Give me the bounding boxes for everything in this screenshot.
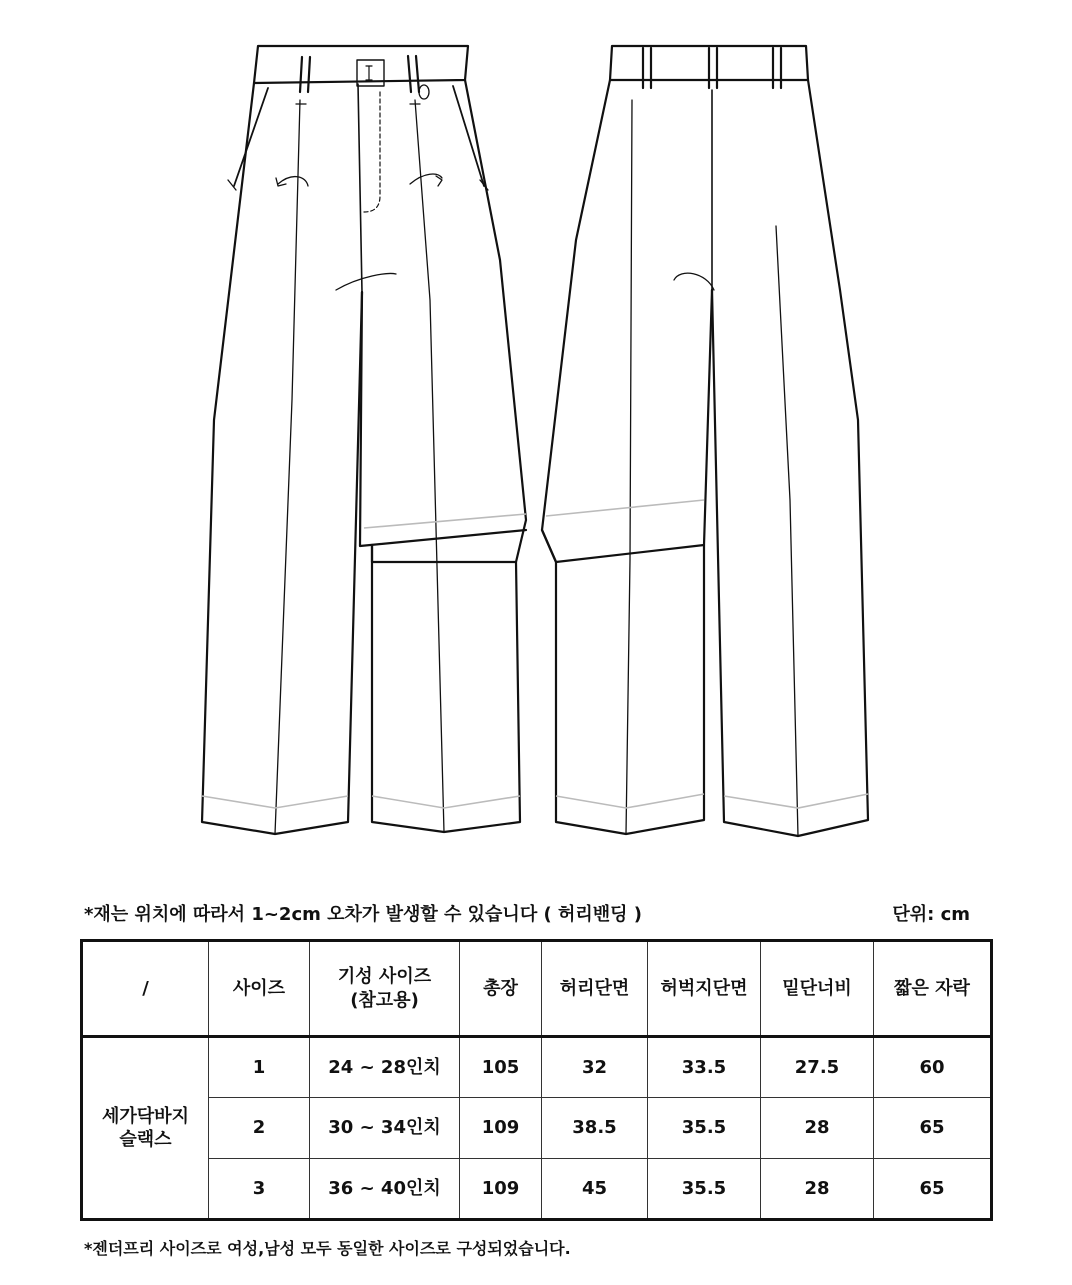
cell-total-length: 105 bbox=[460, 1037, 542, 1098]
header-ready-size bbox=[310, 941, 460, 1037]
cell-total-length: 109 bbox=[460, 1159, 542, 1220]
cell-thigh: 35.5 bbox=[648, 1098, 761, 1159]
cell-size: 2 bbox=[209, 1098, 310, 1159]
table-row bbox=[82, 1159, 992, 1220]
cell-thigh: 33.5 bbox=[648, 1037, 761, 1098]
table-row bbox=[82, 1037, 992, 1098]
header-waist: 허리단면 bbox=[542, 941, 648, 1037]
cell-thigh: 35.5 bbox=[648, 1159, 761, 1220]
cell-hem: 28 bbox=[761, 1159, 874, 1220]
cell-ready-size: 30 ~ 34인치 bbox=[310, 1098, 460, 1159]
size-chart-table bbox=[80, 939, 993, 1221]
gender-free-note: *젠더프리 사이즈로 여성,남성 모두 동일한 사이즈로 구성되었습니다. bbox=[84, 1239, 571, 1258]
cell-size: 1 bbox=[209, 1037, 310, 1098]
product-name-line2: 슬랙스 bbox=[119, 1129, 172, 1150]
header-ready-size-line1: 기성 사이즈 bbox=[337, 966, 432, 988]
unit-label: 단위: cm bbox=[892, 904, 970, 925]
back-view bbox=[542, 46, 868, 836]
cell-size: 3 bbox=[209, 1159, 310, 1220]
header-size: 사이즈 bbox=[209, 941, 310, 1037]
cell-hem: 28 bbox=[761, 1098, 874, 1159]
cell-ready-size: 24 ~ 28인치 bbox=[310, 1037, 460, 1098]
product-name-cell bbox=[82, 1037, 209, 1220]
cell-waist: 45 bbox=[542, 1159, 648, 1220]
header-thigh: 허벅지단면 bbox=[648, 941, 761, 1037]
front-view bbox=[202, 46, 526, 834]
header-ready-size-line2: (참고용) bbox=[350, 989, 419, 1011]
cell-waist: 38.5 bbox=[542, 1098, 648, 1159]
measurement-note: *재는 위치에 따라서 1~2cm 오차가 발생할 수 있습니다 ( 허리밴딩 ) bbox=[84, 904, 643, 925]
product-name-line1: 세가닥바지 bbox=[102, 1105, 189, 1127]
cell-total-length: 109 bbox=[460, 1098, 542, 1159]
header-slash: / bbox=[82, 941, 209, 1037]
table-row bbox=[82, 1098, 992, 1159]
cell-short-flap: 60 bbox=[874, 1037, 992, 1098]
table-header-row bbox=[82, 941, 992, 1037]
cell-ready-size: 36 ~ 40인치 bbox=[310, 1159, 460, 1220]
cell-hem: 27.5 bbox=[761, 1037, 874, 1098]
header-total-length: 총장 bbox=[460, 941, 542, 1037]
header-short-flap: 짧은 자락 bbox=[874, 941, 992, 1037]
header-hem: 밑단너비 bbox=[761, 941, 874, 1037]
cell-waist: 32 bbox=[542, 1037, 648, 1098]
cell-short-flap: 65 bbox=[874, 1098, 992, 1159]
cell-short-flap: 65 bbox=[874, 1159, 992, 1220]
